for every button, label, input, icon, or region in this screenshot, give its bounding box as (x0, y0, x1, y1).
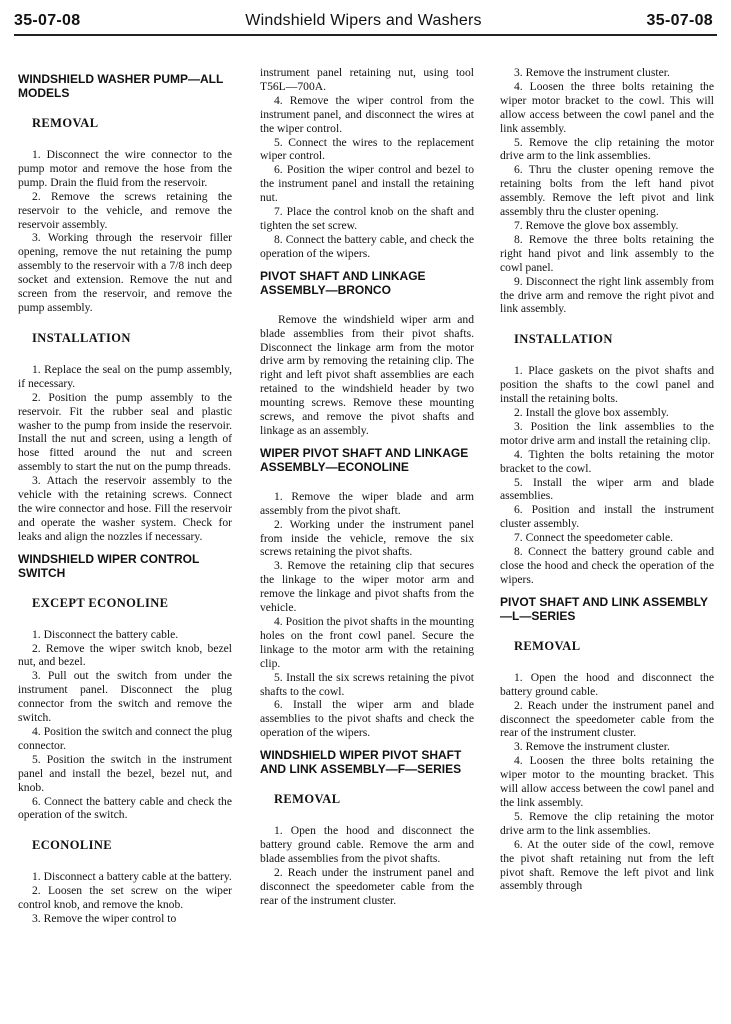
subheading-removal: REMOVAL (32, 116, 99, 130)
subheading-installation: INSTALLATION (32, 330, 131, 345)
step-paragraph: 7. Place the control knob on the shaft and tighten the set screw. (260, 205, 474, 232)
step-paragraph: 2. Reach under the instrument panel and disconnect the speedometer cable from the rear of the instrument cluster. (260, 865, 474, 907)
body-paragraph: Remove the windshield wiper arm and blade assemblies from their pivot shafts. Disconnect the linkage arm from the motor drive arm by removing the retaining clip. The right and left pivot shaft assemblies are each retained to the windshield header by two mounting screws. Remove these mounting screws, and remove the pivot shafts and linkage as an assembly. (260, 312, 474, 437)
step-paragraph: 1. Disconnect the battery cable. (32, 627, 179, 641)
step-paragraph: 8. Connect the battery ground cable and close the hood and check the operation of the wipers. (500, 545, 714, 586)
step-paragraph: 2. Remove the screws retaining the reservoir to the vehicle, and remove the reservoir assembly. (18, 189, 232, 231)
step-paragraph: 2. Position the pump assembly to the reservoir. Fit the rubber seal and plastic washer to the pump from inside the reservoir. Install the nut and screen, using a length of hose fitted around the nut and screen assembly to start the nut on the pump threads. (18, 390, 232, 474)
subheading-econoline: ECONOLINE (32, 838, 113, 853)
step-paragraph: 3. Attach the reservoir assembly to the vehicle with the retaining screws. Connect the wire connector and hose. Fill the reservoir and operate the washer system. Check for leaks and align the nozzles if necessary. (18, 474, 232, 543)
page-header (14, 8, 713, 34)
step-paragraph: 3. Remove the instrument cluster. (514, 740, 670, 754)
step-paragraph: 4. Loosen the three bolts retaining the wiper motor bracket to the cowl. This will allow access between the cowl panel and the link assembly. (500, 79, 714, 135)
page-title: Windshield Wipers and Washers (245, 12, 482, 29)
step-paragraph: 4. Position the switch and connect the plug connector. (18, 725, 232, 752)
step-paragraph: 3. Position the link assemblies to the motor drive arm and install the retaining clip. (500, 419, 714, 447)
heading-f-series: WINDSHIELD WIPER PIVOT SHAFT AND LINK ASSEMBLY—F—SERIES (260, 748, 462, 777)
step-paragraph: 4. Position the pivot shafts in the mounting holes on the front cowl panel. Secure the linkage to the motor arm with the retaining clip. (260, 615, 474, 670)
step-paragraph: 1. Disconnect a battery cable at the battery. (32, 870, 232, 884)
step-paragraph: 6. Thru the cluster opening remove the retaining bolts from the left hand pivot assembly. Remove the left pivot and link assembly thru the cluster opening. (500, 163, 714, 219)
step-paragraph: 1. Disconnect the wire connector to the pump motor and remove the hose from the pump. Drain the fluid from the reservoir. (18, 148, 232, 189)
step-paragraph: 4. Remove the wiper control from the instrument panel, and disconnect the wires at the wiper control. (260, 93, 474, 135)
step-paragraph: 1. Open the hood and disconnect the battery ground cable. Remove the arm and blade assemblies from the pivot shafts. (260, 824, 474, 865)
step-paragraph: 3. Working through the reservoir filler opening, remove the nut retaining the pump assembly to the reservoir with a 7/8 inch deep socket and extension. Remove the nut and screen from the reservoir, and remove the pump assembly. (18, 231, 232, 314)
column-1 (18, 66, 232, 926)
step-paragraph: 1. Remove the wiper blade and arm assembly from the pivot shaft. (260, 489, 474, 517)
step-paragraph: 5. Connect the wires to the replacement wiper control. (260, 135, 474, 163)
section-code-right: 35-07-08 (646, 12, 713, 29)
step-paragraph: 5. Remove the clip retaining the motor drive arm to the link assemblies. (500, 809, 714, 837)
step-paragraph: 3. Pull out the switch from under the instrument panel. Disconnect the plug connector from the switch and remove the switch. (18, 669, 232, 725)
section-code-left: 35-07-08 (14, 12, 81, 29)
step-paragraph-continued: instrument panel retaining nut, using tool T56L—700A. (260, 66, 474, 93)
step-paragraph: 2. Install the glove box assembly. (514, 406, 669, 420)
subheading-installation: INSTALLATION (514, 332, 613, 347)
step-paragraph: 2. Remove the wiper switch knob, bezel nut, and bezel. (18, 641, 232, 669)
column-2 (260, 66, 474, 908)
step-paragraph: 1. Replace the seal on the pump assembly, if necessary. (18, 362, 232, 390)
step-paragraph: 5. Remove the clip retaining the motor drive arm to the link assemblies. (500, 135, 714, 163)
step-paragraph: 5. Position the switch in the instrument panel and install the bezel, bezel nut, and knob. (18, 752, 232, 794)
step-paragraph: 1. Place gaskets on the pivot shafts and position the shafts to the cowl panel and install the retaining bolts. (500, 364, 714, 406)
step-paragraph: 3. Remove the retaining clip that secures the linkage to the wiper motor arm and remove the linkage and pivot shafts from the vehicle. (260, 559, 474, 615)
heading-washer-pump: WINDSHIELD WASHER PUMP—ALL MODELS (18, 72, 224, 100)
step-paragraph: 9. Disconnect the right link assembly from the drive arm and remove the right pivot and link assembly. (500, 274, 714, 316)
step-paragraph: 3. Remove the wiper control to (32, 912, 177, 926)
header-rule (14, 34, 717, 36)
step-paragraph: 8. Remove the three bolts retaining the right hand pivot and link assembly to the cowl panel. (500, 232, 714, 274)
step-paragraph: 6. Position the wiper control and bezel to the instrument panel and install the retaining nut. (260, 163, 474, 205)
step-paragraph: 6. Install the wiper arm and blade assemblies to the pivot shafts and check the operation of the wipers. (260, 698, 474, 740)
step-paragraph: 3. Remove the instrument cluster. (514, 66, 670, 79)
step-paragraph: 6. Position and install the instrument cluster assembly. (500, 503, 714, 531)
subheading-except-econoline: EXCEPT ECONOLINE (32, 595, 169, 610)
step-paragraph: 6. Connect the battery cable and check the operation of the switch. (18, 794, 232, 822)
step-paragraph: 7. Remove the glove box assembly. (514, 218, 679, 232)
step-paragraph: 5. Install the six screws retaining the pivot shafts to the cowl. (260, 670, 474, 698)
step-paragraph: 4. Tighten the bolts retaining the motor bracket to the cowl. (500, 447, 714, 475)
step-paragraph: 8. Connect the battery cable, and check the operation of the wipers. (260, 232, 474, 260)
step-paragraph: 4. Loosen the three bolts retaining the wiper motor to the mounting bracket. This will allow access between the cowl panel and the link assembly. (500, 754, 714, 809)
heading-bronco: PIVOT SHAFT AND LINKAGE ASSEMBLY—BRONCO (260, 268, 426, 297)
step-paragraph: 7. Connect the speedometer cable. (514, 531, 674, 545)
subheading-removal: REMOVAL (274, 792, 341, 807)
column-3 (500, 66, 714, 893)
step-paragraph: 2. Working under the instrument panel from inside the vehicle, remove the six screws retaining the pivot shafts. (260, 517, 474, 559)
step-paragraph: 1. Open the hood and disconnect the battery ground cable. (500, 670, 714, 698)
heading-l-series: PIVOT SHAFT AND LINK ASSEMBLY—L—SERIES (500, 594, 709, 623)
heading-control-switch: WINDSHIELD WIPER CONTROL SWITCH (18, 551, 200, 580)
step-paragraph: 2. Loosen the set screw on the wiper control knob, and remove the knob. (18, 884, 232, 912)
step-paragraph: 5. Install the wiper arm and blade assemblies. (500, 475, 714, 503)
step-paragraph: 2. Reach under the instrument panel and disconnect the speedometer cable from the rear of the instrument cluster. (500, 698, 714, 740)
step-paragraph: 6. At the outer side of the cowl, remove the pivot shaft retaining nut from the left pivot shaft. Remove the left pivot and link assembly through (500, 837, 714, 893)
subheading-removal: REMOVAL (514, 638, 581, 653)
heading-econoline-pivot: WIPER PIVOT SHAFT AND LINKAGE ASSEMBLY—ECONOLINE (260, 445, 469, 474)
